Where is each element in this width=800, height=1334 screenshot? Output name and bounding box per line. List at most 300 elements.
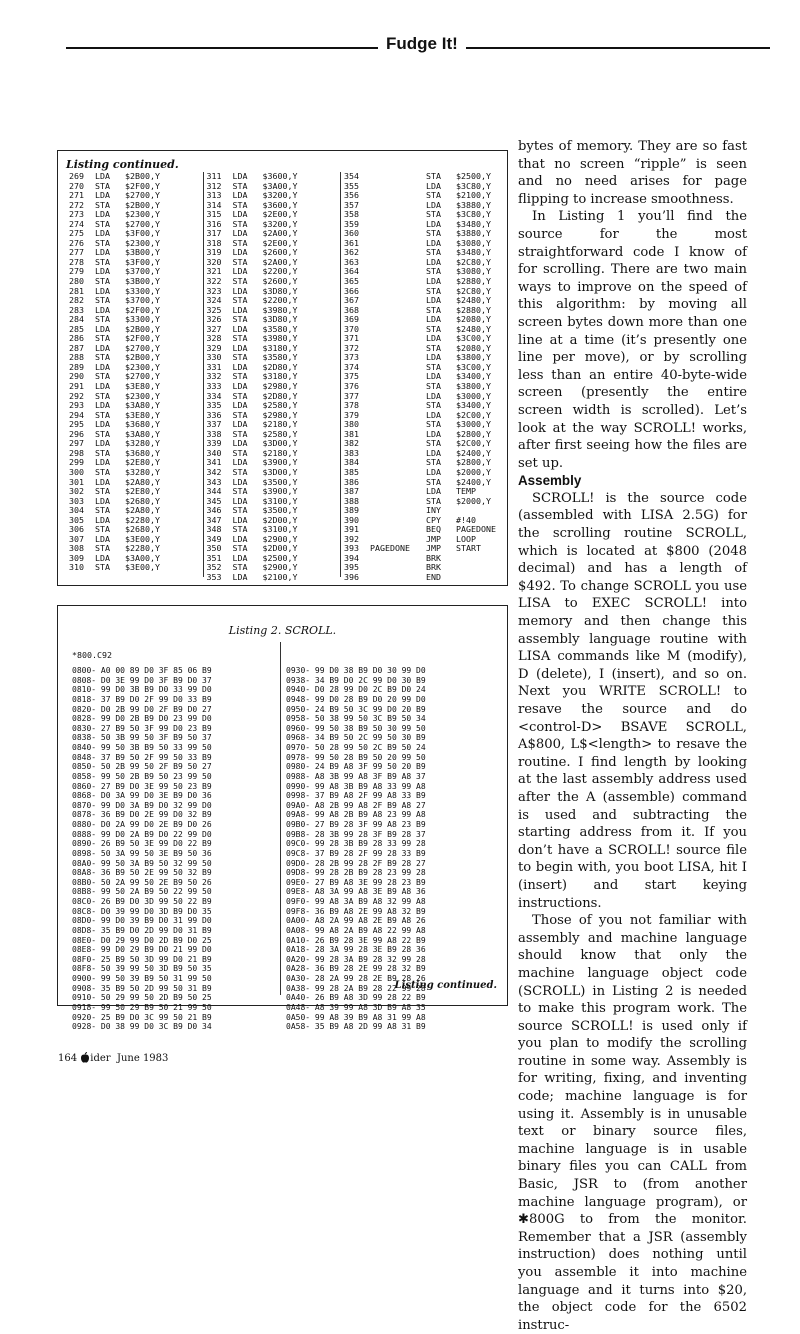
hex-line: 09A0- A8 2B 99 A8 2F B9 A8 27 bbox=[286, 800, 426, 810]
line-number: 321 bbox=[206, 266, 222, 277]
hex-line: 0870- 99 D0 3A B9 D0 32 99 D0 bbox=[72, 800, 212, 810]
operand: $3080,Y bbox=[456, 237, 491, 248]
line-number: 341 bbox=[206, 457, 222, 468]
operand: $2400,Y bbox=[456, 447, 491, 458]
operand: $3980,Y bbox=[262, 333, 298, 344]
operand: $3200,Y bbox=[262, 190, 298, 201]
operand: $2680,Y bbox=[125, 495, 160, 506]
operand: $3300,Y bbox=[125, 314, 160, 325]
operand: TEMP bbox=[456, 486, 477, 497]
opcode: LDA bbox=[426, 390, 442, 401]
line-number: 366 bbox=[344, 285, 360, 296]
line-number: 369 bbox=[344, 314, 360, 325]
opcode: LDA bbox=[426, 371, 442, 382]
code-label bbox=[370, 344, 426, 354]
hex-line: 08C8- D0 39 99 D0 3D B9 D0 35 bbox=[72, 906, 212, 916]
operand: $3180,Y bbox=[262, 371, 298, 382]
opcode: LDA bbox=[426, 237, 442, 248]
operand: $3B00,Y bbox=[125, 247, 160, 258]
code-line bbox=[344, 573, 496, 583]
hex-line: 09B0- 27 B9 28 3F 99 A8 23 B9 bbox=[286, 820, 426, 829]
opcode: JMP bbox=[426, 533, 442, 544]
line-number: 318 bbox=[206, 237, 222, 248]
hex-line: 0910- 50 29 99 50 2D B9 50 25 bbox=[72, 993, 212, 1003]
operand: $3C00,Y bbox=[456, 361, 491, 372]
line-number: 285 bbox=[69, 323, 84, 334]
opcode: STA bbox=[426, 495, 442, 506]
operand: $3400,Y bbox=[456, 400, 491, 411]
operand: $3C80,Y bbox=[456, 209, 491, 220]
apple-logo-icon bbox=[80, 1052, 90, 1063]
opcode: LDA bbox=[232, 457, 248, 468]
operand: $2400,Y bbox=[456, 476, 491, 487]
code-label bbox=[370, 392, 426, 402]
listing-columns bbox=[66, 171, 499, 582]
listing-caption: Listing continued. bbox=[66, 158, 179, 171]
operand: $3000,Y bbox=[456, 390, 491, 401]
line-number: 364 bbox=[344, 266, 360, 277]
opcode: STA bbox=[95, 180, 110, 191]
hex-line: 0928- D0 38 99 D0 3C B9 D0 34 bbox=[72, 1022, 212, 1032]
hex-column-right bbox=[286, 666, 491, 1032]
opcode: STA bbox=[426, 400, 442, 411]
line-number: 314 bbox=[206, 199, 222, 210]
listing-2-origin: *800.C92 bbox=[72, 650, 112, 660]
line-number: 302 bbox=[69, 486, 84, 497]
line-number: 322 bbox=[206, 276, 222, 287]
opcode: BRK bbox=[426, 562, 442, 573]
opcode: STA bbox=[232, 543, 248, 554]
opcode: BEQ bbox=[426, 524, 442, 535]
opcode: STA bbox=[426, 438, 442, 449]
line-number: 393 bbox=[344, 543, 360, 554]
hex-line: 0840- 99 50 3B B9 50 33 99 50 bbox=[72, 743, 212, 752]
opcode: LDA bbox=[95, 247, 110, 258]
hex-line: 0890- 26 B9 50 3E 99 D0 22 B9 bbox=[72, 839, 212, 849]
hex-line: 0800- A0 00 89 D0 3F 85 06 B9 bbox=[72, 666, 212, 675]
line-number: 351 bbox=[206, 552, 222, 563]
line-number: 305 bbox=[69, 514, 84, 525]
operand: $2680,Y bbox=[125, 524, 160, 535]
opcode: LDA bbox=[95, 419, 110, 430]
opcode: CPY bbox=[426, 514, 442, 525]
hex-line: 0818- 37 B9 D0 2F 99 D0 33 B9 bbox=[72, 694, 212, 704]
operand: $2A00,Y bbox=[262, 228, 298, 239]
operand: $3F00,Y bbox=[125, 228, 160, 239]
line-number: 391 bbox=[344, 524, 360, 535]
line-number: 383 bbox=[344, 447, 360, 458]
line-number: 357 bbox=[344, 199, 360, 210]
code-label bbox=[370, 449, 426, 459]
code-label bbox=[370, 248, 426, 258]
hex-line: 0A18- 28 3A 99 28 3E B9 28 36 bbox=[286, 945, 426, 955]
opcode: LDA bbox=[426, 180, 442, 191]
line-number: 286 bbox=[69, 333, 84, 344]
operand: $2C00,Y bbox=[456, 409, 491, 420]
operand: $2980,Y bbox=[262, 381, 298, 392]
hex-line: 09D8- 99 28 2B B9 28 23 99 28 bbox=[286, 868, 426, 878]
opcode: STA bbox=[426, 381, 442, 392]
line-number: 288 bbox=[69, 352, 84, 363]
line-number: 289 bbox=[69, 361, 84, 372]
operand: $2F00,Y bbox=[125, 333, 160, 344]
hex-line: 0948- 99 D0 28 B9 D0 20 99 D0 bbox=[286, 694, 426, 704]
hex-line: 0A00- A8 2A 99 A8 2E B9 A8 26 bbox=[286, 916, 426, 926]
opcode: LDA bbox=[426, 352, 442, 363]
opcode: LDA bbox=[426, 218, 442, 229]
line-number: 362 bbox=[344, 247, 360, 258]
opcode: LDA bbox=[95, 304, 110, 315]
opcode: LDA bbox=[426, 295, 442, 306]
hex-line: 08D8- 35 B9 D0 2D 99 D0 31 B9 bbox=[72, 925, 212, 935]
line-number: 273 bbox=[69, 209, 84, 220]
opcode: STA bbox=[426, 228, 442, 239]
operand: $2F00,Y bbox=[125, 180, 160, 191]
listing-column bbox=[341, 171, 499, 582]
operand: $2A00,Y bbox=[262, 256, 298, 267]
opcode: LDA bbox=[95, 533, 110, 544]
opcode: LDA bbox=[232, 171, 248, 181]
operand: $2500,Y bbox=[456, 171, 491, 181]
opcode: LDA bbox=[232, 552, 248, 563]
opcode: JMP bbox=[426, 543, 442, 554]
operand: $2100,Y bbox=[456, 190, 491, 201]
opcode: LDA bbox=[426, 428, 442, 439]
hex-line: 0868- D0 3A 99 D0 3E B9 D0 36 bbox=[72, 791, 212, 801]
hex-line: 0978- 99 50 28 B9 50 20 99 50 bbox=[286, 752, 426, 762]
operand: $3D80,Y bbox=[262, 314, 298, 325]
line-number: 338 bbox=[206, 428, 222, 439]
hex-line: 0A28- 36 B9 28 2E 99 28 32 B9 bbox=[286, 964, 426, 974]
line-number: 380 bbox=[344, 419, 360, 430]
opcode: STA bbox=[232, 466, 248, 477]
hex-line: 0A40- 26 B9 A8 3D 99 28 22 B9 bbox=[286, 993, 426, 1003]
code-label bbox=[370, 287, 426, 297]
line-number: 292 bbox=[69, 390, 84, 401]
opcode: STA bbox=[232, 276, 248, 287]
line-number: 332 bbox=[206, 371, 222, 382]
opcode: LDA bbox=[95, 266, 110, 277]
line-number: 370 bbox=[344, 323, 360, 334]
operand: $3280,Y bbox=[125, 466, 160, 477]
line-number: 386 bbox=[344, 476, 360, 487]
line-number: 294 bbox=[69, 409, 84, 420]
hex-line: 09E8- A8 3A 99 A8 3E B9 A8 36 bbox=[286, 887, 426, 897]
opcode: STA bbox=[95, 447, 110, 458]
opcode: LDA bbox=[232, 247, 248, 258]
line-number: 296 bbox=[69, 428, 84, 439]
operand: $3700,Y bbox=[125, 295, 160, 306]
issue-date: June 1983 bbox=[116, 1053, 169, 1064]
line-number: 316 bbox=[206, 218, 222, 229]
line-number: 349 bbox=[206, 533, 222, 544]
opcode: INY bbox=[426, 505, 442, 516]
operand: $2800,Y bbox=[456, 457, 491, 468]
operand: $3E80,Y bbox=[125, 381, 160, 392]
operand: $2600,Y bbox=[262, 276, 298, 287]
code-label bbox=[370, 325, 426, 335]
operand: $3580,Y bbox=[262, 352, 298, 363]
listing-column bbox=[204, 171, 342, 582]
operand: $3B00,Y bbox=[125, 276, 160, 287]
operand: $3D80,Y bbox=[262, 285, 298, 296]
hex-line: 0888- 99 D0 2A B9 D0 22 99 D0 bbox=[72, 829, 212, 839]
hex-line: 0820- D0 2B 99 D0 2F B9 D0 27 bbox=[72, 704, 212, 714]
hex-line: 08C0- 26 B9 D0 3D 99 50 22 B9 bbox=[72, 897, 212, 906]
opcode: LDA bbox=[95, 361, 110, 372]
line-number: 293 bbox=[69, 400, 84, 411]
hex-line: 0848- 37 B9 50 2F 99 50 33 B9 bbox=[72, 752, 212, 762]
opcode: STA bbox=[95, 390, 110, 401]
opcode: LDA bbox=[232, 381, 248, 392]
code-label bbox=[370, 525, 426, 535]
operand: $3800,Y bbox=[456, 381, 491, 392]
opcode: LDA bbox=[426, 447, 442, 458]
line-number: 291 bbox=[69, 381, 84, 392]
opcode: STA bbox=[232, 486, 248, 497]
line-number: 356 bbox=[344, 190, 360, 201]
operand: $3F00,Y bbox=[125, 256, 160, 267]
code-line bbox=[344, 563, 496, 573]
line-number: 271 bbox=[69, 190, 84, 201]
line-number: 331 bbox=[206, 361, 222, 372]
hex-line: 0A30- 28 2A 99 28 2E B9 28 26 bbox=[286, 974, 426, 983]
section-heading: Assembly bbox=[518, 473, 582, 489]
operand: $3480,Y bbox=[456, 218, 491, 229]
line-number: 347 bbox=[206, 514, 222, 525]
code-label bbox=[370, 334, 426, 344]
opcode: STA bbox=[95, 371, 110, 382]
opcode: LDA bbox=[95, 228, 110, 239]
operand: $3800,Y bbox=[456, 352, 491, 363]
code-label bbox=[370, 210, 426, 220]
operand: $2180,Y bbox=[262, 419, 298, 430]
operand: $3580,Y bbox=[262, 323, 298, 334]
line-number: 313 bbox=[206, 190, 222, 201]
hex-line: 0958- 50 38 99 50 3C B9 50 34 bbox=[286, 714, 426, 724]
line-number: 376 bbox=[344, 381, 360, 392]
operand: $3100,Y bbox=[262, 495, 298, 506]
hex-line: 0A08- 99 A8 2A B9 A8 22 99 A8 bbox=[286, 925, 426, 935]
operand: $2900,Y bbox=[262, 562, 298, 573]
operand: $3880,Y bbox=[456, 199, 491, 210]
operand: $3880,Y bbox=[456, 228, 491, 239]
code-label bbox=[370, 182, 426, 192]
hex-line: 0838- 50 3B 99 50 3F B9 50 37 bbox=[72, 733, 212, 743]
operand: $2A80,Y bbox=[125, 476, 160, 487]
opcode: LDA bbox=[232, 228, 248, 239]
line-number: 365 bbox=[344, 276, 360, 287]
hex-line: 0828- 99 D0 2B B9 D0 23 99 D0 bbox=[72, 714, 212, 724]
hex-line: 08F8- 50 39 99 50 3D B9 50 35 bbox=[72, 964, 212, 974]
operand: $2B00,Y bbox=[125, 323, 160, 334]
code-label bbox=[370, 239, 426, 249]
opcode: LDA bbox=[232, 323, 248, 334]
line-number: 339 bbox=[206, 438, 222, 449]
code-label bbox=[370, 267, 426, 277]
line-number: 377 bbox=[344, 390, 360, 401]
line-number: 333 bbox=[206, 381, 222, 392]
opcode: STA bbox=[95, 218, 110, 229]
operand: $3E00,Y bbox=[125, 533, 160, 544]
hex-line: 0938- 34 B9 D0 2C 99 D0 30 B9 bbox=[286, 675, 426, 685]
operand: $3500,Y bbox=[262, 476, 298, 487]
paragraph: In Listing 1 you’ll find the source for the most straightforward code I know of for scrolling. There are two main ways to improve on the speed of this algorithm: by moving all screen bytes down more than one line at a time (it’s presently one line per move), or by scrolling less than an entire 40-byte-wide screen (presently the entire screen width is scrolled). Let’s look at the way SCROLL! works, after first seeing how the files are set up. bbox=[518, 209, 747, 471]
opcode: STA bbox=[95, 295, 110, 306]
opcode: BRK bbox=[426, 552, 442, 563]
operand: $3A80,Y bbox=[125, 400, 160, 411]
hex-line: 0930- 99 D0 38 B9 D0 30 99 D0 bbox=[286, 666, 426, 675]
magazine-name: ider bbox=[90, 1053, 111, 1064]
hex-line: 0A48- A8 39 99 A8 3D B9 A8 35 bbox=[286, 1002, 426, 1012]
opcode: LDA bbox=[95, 457, 110, 468]
hex-line: 09B8- 28 3B 99 28 3F B9 28 37 bbox=[286, 829, 426, 839]
line-number: 329 bbox=[206, 342, 222, 353]
line-number: 374 bbox=[344, 361, 360, 372]
opcode: LDA bbox=[232, 190, 248, 201]
line-number: 299 bbox=[69, 457, 84, 468]
code-label bbox=[370, 401, 426, 411]
code-label bbox=[370, 258, 426, 268]
listing-2-caption: Listing 2. SCROLL. bbox=[228, 624, 337, 637]
code-label bbox=[370, 497, 426, 507]
line-number: 345 bbox=[206, 495, 222, 506]
line-number: 336 bbox=[206, 409, 222, 420]
opcode: LDA bbox=[232, 419, 248, 430]
code-label bbox=[370, 563, 426, 573]
line-number: 280 bbox=[69, 276, 84, 287]
operand: $3E80,Y bbox=[125, 409, 160, 420]
line-number: 385 bbox=[344, 466, 360, 477]
hex-line: 0A10- 26 B9 28 3E 99 A8 22 B9 bbox=[286, 935, 426, 945]
line-number: 283 bbox=[69, 304, 84, 315]
operand: $2580,Y bbox=[262, 400, 298, 411]
line-number: 340 bbox=[206, 447, 222, 458]
operand: $3680,Y bbox=[125, 419, 160, 430]
operand: $2B00,Y bbox=[125, 199, 160, 210]
opcode: STA bbox=[232, 256, 248, 267]
line-number: 368 bbox=[344, 304, 360, 315]
opcode: END bbox=[426, 571, 442, 582]
line-number: 270 bbox=[69, 180, 84, 191]
code-line bbox=[344, 544, 496, 554]
opcode: LDA bbox=[232, 361, 248, 372]
code-label bbox=[370, 468, 426, 478]
code-label bbox=[370, 573, 426, 583]
line-number: 350 bbox=[206, 543, 222, 554]
line-number: 315 bbox=[206, 209, 222, 220]
operand: $2E80,Y bbox=[125, 486, 160, 497]
opcode: STA bbox=[95, 333, 110, 344]
line-number: 303 bbox=[69, 495, 84, 506]
operand: $3E00,Y bbox=[125, 562, 160, 573]
operand: $2C80,Y bbox=[456, 256, 491, 267]
operand: $2700,Y bbox=[125, 218, 160, 229]
opcode: LDA bbox=[95, 438, 110, 449]
opcode: STA bbox=[232, 428, 248, 439]
operand: $2880,Y bbox=[456, 276, 491, 287]
line-number: 371 bbox=[344, 333, 360, 344]
line-number: 342 bbox=[206, 466, 222, 477]
code-line bbox=[69, 563, 200, 573]
opcode: LDA bbox=[232, 400, 248, 411]
opcode: STA bbox=[95, 428, 110, 439]
operand: $2600,Y bbox=[262, 247, 298, 258]
hex-line: 0A50- 99 A8 39 B9 A8 31 99 A8 bbox=[286, 1012, 426, 1022]
line-number: 277 bbox=[69, 247, 84, 258]
line-number: 359 bbox=[344, 218, 360, 229]
line-number: 279 bbox=[69, 266, 84, 277]
line-number: 317 bbox=[206, 228, 222, 239]
opcode: STA bbox=[426, 419, 442, 430]
operand: START bbox=[456, 543, 482, 554]
line-number: 375 bbox=[344, 371, 360, 382]
operand: $3700,Y bbox=[125, 266, 160, 277]
hex-line: 0950- 24 B9 50 3C 99 D0 20 B9 bbox=[286, 704, 426, 714]
line-number: 320 bbox=[206, 256, 222, 267]
line-number: 278 bbox=[69, 256, 84, 267]
operand: $3200,Y bbox=[262, 218, 298, 229]
opcode: LDA bbox=[95, 285, 110, 296]
line-number: 311 bbox=[206, 171, 222, 181]
line-number: 297 bbox=[69, 438, 84, 449]
opcode: LDA bbox=[95, 552, 110, 563]
line-number: 327 bbox=[206, 323, 222, 334]
line-number: 308 bbox=[69, 543, 84, 554]
code-label bbox=[370, 411, 426, 421]
hex-line: 0878- 36 B9 D0 2E 99 D0 32 B9 bbox=[72, 810, 212, 820]
line-number: 358 bbox=[344, 209, 360, 220]
operand: $2800,Y bbox=[456, 428, 491, 439]
column-divider bbox=[280, 642, 281, 995]
opcode: STA bbox=[95, 276, 110, 287]
operand: $2280,Y bbox=[125, 543, 160, 554]
operand: $3A00,Y bbox=[125, 552, 160, 563]
operand: $2500,Y bbox=[262, 552, 298, 563]
hex-line: 0A20- 99 28 3A B9 28 32 99 28 bbox=[286, 954, 426, 964]
line-number: 290 bbox=[69, 371, 84, 382]
line-number: 388 bbox=[344, 495, 360, 506]
opcode: STA bbox=[95, 314, 110, 325]
code-label bbox=[370, 430, 426, 440]
line-number: 363 bbox=[344, 256, 360, 267]
hex-line: 0830- 27 B9 50 3F 99 D0 23 B9 bbox=[72, 723, 212, 733]
hex-line: 09F8- 36 B9 A8 2E 99 A8 32 B9 bbox=[286, 906, 426, 916]
opcode: STA bbox=[232, 447, 248, 458]
opcode: STA bbox=[426, 266, 442, 277]
page-footer bbox=[58, 1052, 168, 1064]
line-number: 274 bbox=[69, 218, 84, 229]
operand: $2200,Y bbox=[262, 266, 298, 277]
line-number: 334 bbox=[206, 390, 222, 401]
operand: $3300,Y bbox=[125, 285, 160, 296]
opcode: LDA bbox=[232, 476, 248, 487]
hex-line: 08B8- 99 50 2A B9 50 22 99 50 bbox=[72, 887, 212, 897]
operand: $2580,Y bbox=[262, 428, 298, 439]
hex-line: 08E8- 99 D0 29 B9 D0 21 99 D0 bbox=[72, 945, 212, 955]
operand: $2980,Y bbox=[262, 409, 298, 420]
code-line bbox=[207, 573, 338, 583]
line-number: 384 bbox=[344, 457, 360, 468]
hex-line: 0A58- 35 B9 A8 2D 99 A8 31 B9 bbox=[286, 1022, 426, 1032]
operand: $2F00,Y bbox=[125, 304, 160, 315]
opcode: STA bbox=[426, 304, 442, 315]
listing-2-box bbox=[57, 605, 508, 1032]
operand: $3A00,Y bbox=[262, 180, 298, 191]
line-number: 395 bbox=[344, 562, 360, 573]
code-label bbox=[370, 487, 426, 497]
opcode: STA bbox=[232, 199, 248, 210]
